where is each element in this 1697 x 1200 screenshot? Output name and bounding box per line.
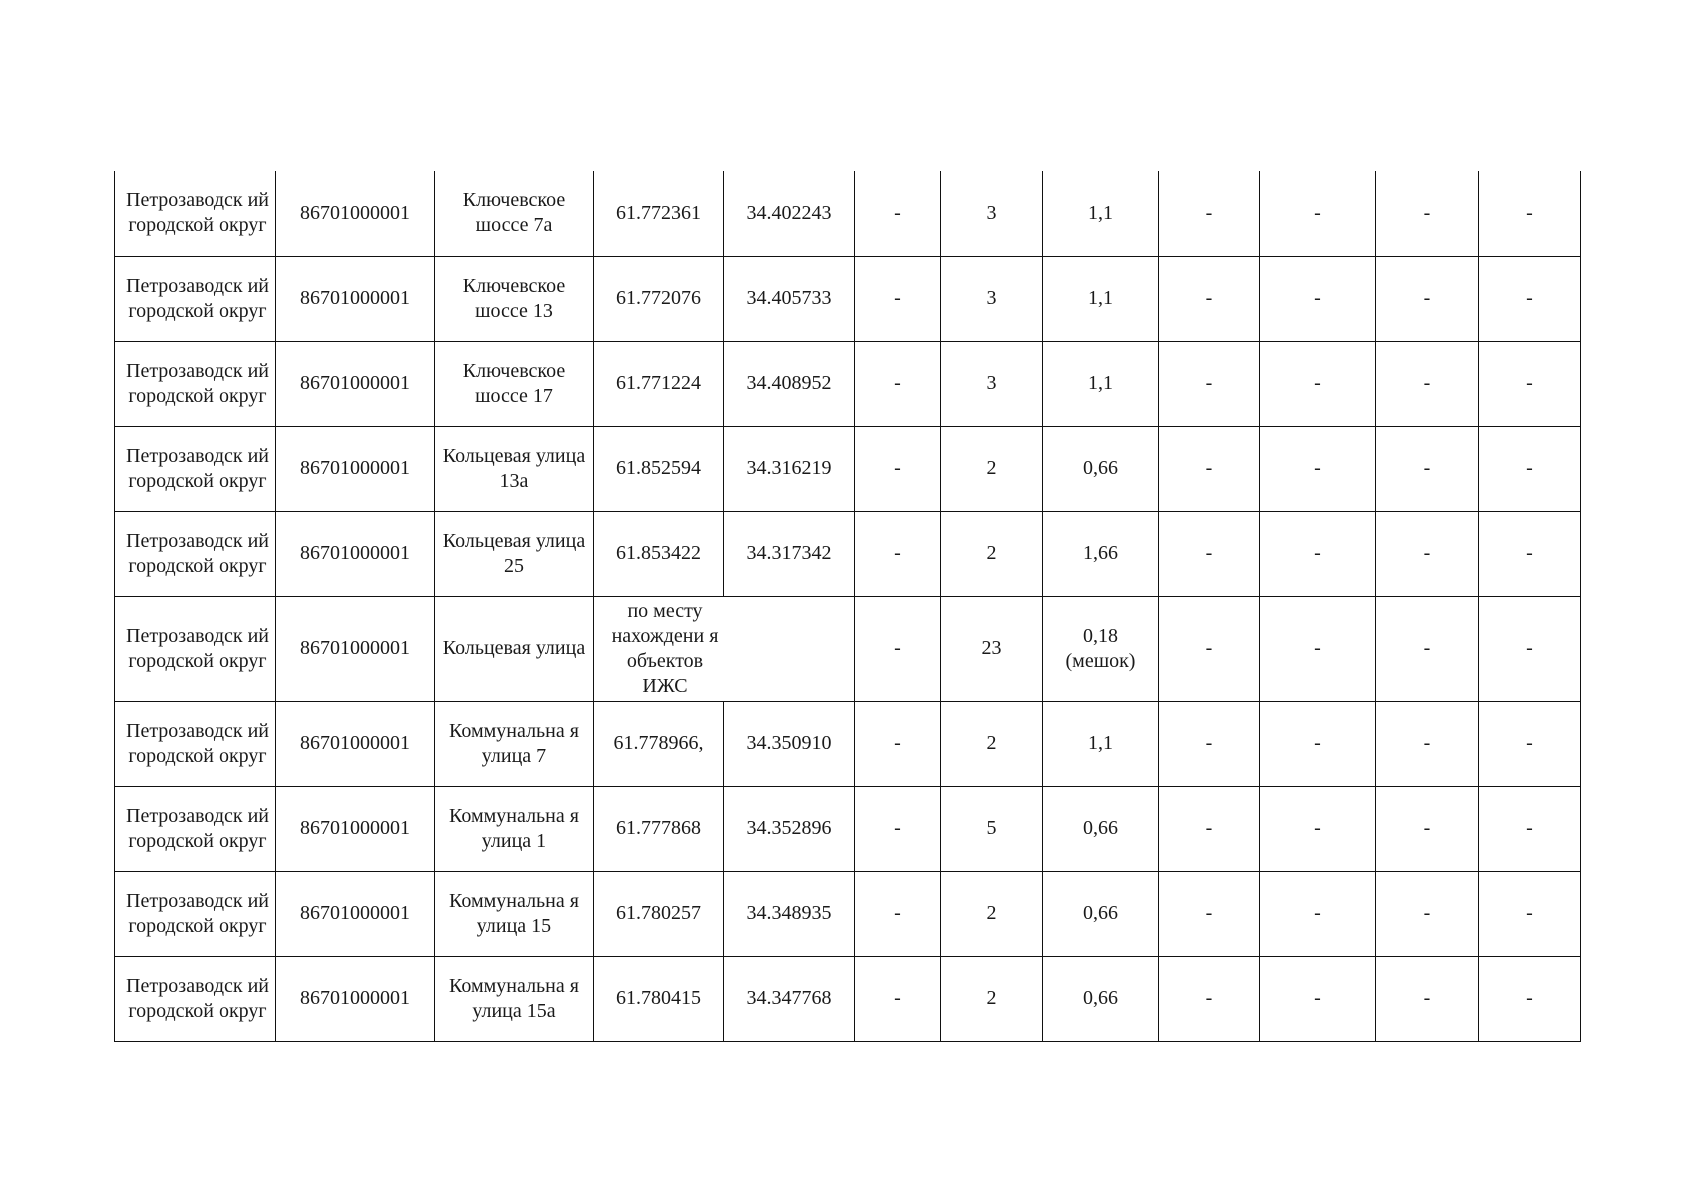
municipality-cell: Петрозаводск ий городской округ bbox=[115, 786, 276, 871]
column-10-cell: - bbox=[1260, 596, 1376, 701]
column-6-cell: - bbox=[855, 511, 941, 596]
table-row bbox=[115, 511, 1581, 596]
address-cell: Коммунальна я улица 15 bbox=[435, 871, 594, 956]
container-count-cell: 3 bbox=[941, 341, 1043, 426]
municipality-cell: Петрозаводск ий городской округ bbox=[115, 511, 276, 596]
column-12-cell: - bbox=[1479, 786, 1581, 871]
oktmo-cell: 86701000001 bbox=[276, 701, 435, 786]
container-count-cell: 5 bbox=[941, 786, 1043, 871]
column-6-cell: - bbox=[855, 171, 941, 256]
oktmo-cell: 86701000001 bbox=[276, 511, 435, 596]
table-row bbox=[115, 171, 1581, 256]
container-count-cell: 3 bbox=[941, 171, 1043, 256]
table-row bbox=[115, 426, 1581, 511]
longitude-cell: 34.352896 bbox=[724, 786, 855, 871]
container-volume-cell: 0,66 bbox=[1043, 956, 1159, 1041]
latitude-cell: 61.852594 bbox=[594, 426, 724, 511]
column-10-cell: - bbox=[1260, 426, 1376, 511]
table-row bbox=[115, 956, 1581, 1041]
oktmo-cell: 86701000001 bbox=[276, 256, 435, 341]
municipality-cell: Петрозаводск ий городской округ bbox=[115, 426, 276, 511]
address-cell: Коммунальна я улица 15а bbox=[435, 956, 594, 1041]
longitude-cell: 34.408952 bbox=[724, 341, 855, 426]
latitude-cell: 61.853422 bbox=[594, 511, 724, 596]
latitude-cell: 61.778966, bbox=[594, 701, 724, 786]
column-9-cell: - bbox=[1159, 871, 1260, 956]
container-count-cell: 23 bbox=[941, 596, 1043, 701]
latitude-cell: 61.777868 bbox=[594, 786, 724, 871]
latitude-cell: 61.772076 bbox=[594, 256, 724, 341]
column-11-cell: - bbox=[1376, 426, 1479, 511]
column-12-cell: - bbox=[1479, 956, 1581, 1041]
container-count-cell: 2 bbox=[941, 511, 1043, 596]
column-6-cell: - bbox=[855, 701, 941, 786]
address-cell: Кольцевая улица bbox=[435, 596, 594, 701]
oktmo-cell: 86701000001 bbox=[276, 596, 435, 701]
column-6-cell: - bbox=[855, 596, 941, 701]
column-9-cell: - bbox=[1159, 956, 1260, 1041]
container-count-cell: 2 bbox=[941, 956, 1043, 1041]
container-volume-cell: 1,1 bbox=[1043, 256, 1159, 341]
address-cell: Кольцевая улица 25 bbox=[435, 511, 594, 596]
column-6-cell: - bbox=[855, 426, 941, 511]
column-12-cell: - bbox=[1479, 341, 1581, 426]
container-volume-cell: 0,18 (мешок) bbox=[1043, 596, 1159, 701]
column-9-cell: - bbox=[1159, 701, 1260, 786]
municipality-cell: Петрозаводск ий городской округ bbox=[115, 871, 276, 956]
container-volume-cell: 0,66 bbox=[1043, 786, 1159, 871]
table-row bbox=[115, 871, 1581, 956]
location-cell bbox=[594, 596, 855, 701]
column-9-cell: - bbox=[1159, 426, 1260, 511]
column-6-cell: - bbox=[855, 256, 941, 341]
column-10-cell: - bbox=[1260, 341, 1376, 426]
longitude-cell: 34.347768 bbox=[724, 956, 855, 1041]
latitude-cell: 61.771224 bbox=[594, 341, 724, 426]
column-11-cell: - bbox=[1376, 341, 1479, 426]
address-cell: Коммунальна я улица 1 bbox=[435, 786, 594, 871]
column-6-cell: - bbox=[855, 956, 941, 1041]
column-10-cell: - bbox=[1260, 511, 1376, 596]
container-volume-cell: 1,1 bbox=[1043, 701, 1159, 786]
column-11-cell: - bbox=[1376, 871, 1479, 956]
column-12-cell: - bbox=[1479, 871, 1581, 956]
container-count-cell: 2 bbox=[941, 426, 1043, 511]
longitude-cell: 34.348935 bbox=[724, 871, 855, 956]
container-count-cell: 2 bbox=[941, 871, 1043, 956]
table-row bbox=[115, 596, 1581, 701]
container-volume-cell: 0,66 bbox=[1043, 871, 1159, 956]
table-row bbox=[115, 786, 1581, 871]
container-count-cell: 2 bbox=[941, 701, 1043, 786]
latitude-cell: 61.780415 bbox=[594, 956, 724, 1041]
container-volume-cell: 1,1 bbox=[1043, 341, 1159, 426]
longitude-cell: 34.350910 bbox=[724, 701, 855, 786]
oktmo-cell: 86701000001 bbox=[276, 171, 435, 256]
column-6-cell: - bbox=[855, 341, 941, 426]
container-volume-cell: 0,66 bbox=[1043, 426, 1159, 511]
column-12-cell: - bbox=[1479, 511, 1581, 596]
column-10-cell: - bbox=[1260, 256, 1376, 341]
latitude-cell: 61.780257 bbox=[594, 871, 724, 956]
address-cell: Ключевское шоссе 17 bbox=[435, 341, 594, 426]
table-row bbox=[115, 341, 1581, 426]
column-9-cell: - bbox=[1159, 786, 1260, 871]
oktmo-cell: 86701000001 bbox=[276, 871, 435, 956]
municipality-cell: Петрозаводск ий городской округ bbox=[115, 701, 276, 786]
column-10-cell: - bbox=[1260, 956, 1376, 1041]
registry-table-body bbox=[115, 171, 1581, 1041]
municipality-cell: Петрозаводск ий городской округ bbox=[115, 596, 276, 701]
address-cell: Коммунальна я улица 7 bbox=[435, 701, 594, 786]
address-cell: Ключевское шоссе 7а bbox=[435, 171, 594, 256]
column-11-cell: - bbox=[1376, 256, 1479, 341]
oktmo-cell: 86701000001 bbox=[276, 956, 435, 1041]
column-9-cell: - bbox=[1159, 596, 1260, 701]
column-10-cell: - bbox=[1260, 171, 1376, 256]
column-12-cell: - bbox=[1479, 426, 1581, 511]
column-12-cell: - bbox=[1479, 596, 1581, 701]
column-11-cell: - bbox=[1376, 786, 1479, 871]
longitude-cell: 34.405733 bbox=[724, 256, 855, 341]
column-11-cell: - bbox=[1376, 511, 1479, 596]
column-9-cell: - bbox=[1159, 256, 1260, 341]
column-10-cell: - bbox=[1260, 786, 1376, 871]
municipality-cell: Петрозаводск ий городской округ bbox=[115, 171, 276, 256]
location-text: по месту нахождени я объектов ИЖС bbox=[611, 599, 719, 697]
oktmo-cell: 86701000001 bbox=[276, 786, 435, 871]
municipality-cell: Петрозаводск ий городской округ bbox=[115, 256, 276, 341]
column-12-cell: - bbox=[1479, 256, 1581, 341]
column-12-cell: - bbox=[1479, 171, 1581, 256]
container-count-cell: 3 bbox=[941, 256, 1043, 341]
oktmo-cell: 86701000001 bbox=[276, 426, 435, 511]
latitude-cell: 61.772361 bbox=[594, 171, 724, 256]
address-cell: Кольцевая улица 13а bbox=[435, 426, 594, 511]
address-cell: Ключевское шоссе 13 bbox=[435, 256, 594, 341]
municipality-cell: Петрозаводск ий городской округ bbox=[115, 341, 276, 426]
container-volume-cell: 1,66 bbox=[1043, 511, 1159, 596]
longitude-cell: 34.402243 bbox=[724, 171, 855, 256]
column-11-cell: - bbox=[1376, 701, 1479, 786]
container-volume-cell: 1,1 bbox=[1043, 171, 1159, 256]
column-9-cell: - bbox=[1159, 511, 1260, 596]
column-9-cell: - bbox=[1159, 341, 1260, 426]
column-9-cell: - bbox=[1159, 171, 1260, 256]
column-6-cell: - bbox=[855, 786, 941, 871]
column-11-cell: - bbox=[1376, 596, 1479, 701]
column-10-cell: - bbox=[1260, 701, 1376, 786]
column-11-cell: - bbox=[1376, 171, 1479, 256]
municipality-cell: Петрозаводск ий городской округ bbox=[115, 956, 276, 1041]
oktmo-cell: 86701000001 bbox=[276, 341, 435, 426]
column-11-cell: - bbox=[1376, 956, 1479, 1041]
longitude-cell: 34.317342 bbox=[724, 511, 855, 596]
column-6-cell: - bbox=[855, 871, 941, 956]
longitude-cell: 34.316219 bbox=[724, 426, 855, 511]
table-row bbox=[115, 701, 1581, 786]
registry-table bbox=[114, 171, 1581, 1042]
table-row bbox=[115, 256, 1581, 341]
column-12-cell: - bbox=[1479, 701, 1581, 786]
column-10-cell: - bbox=[1260, 871, 1376, 956]
